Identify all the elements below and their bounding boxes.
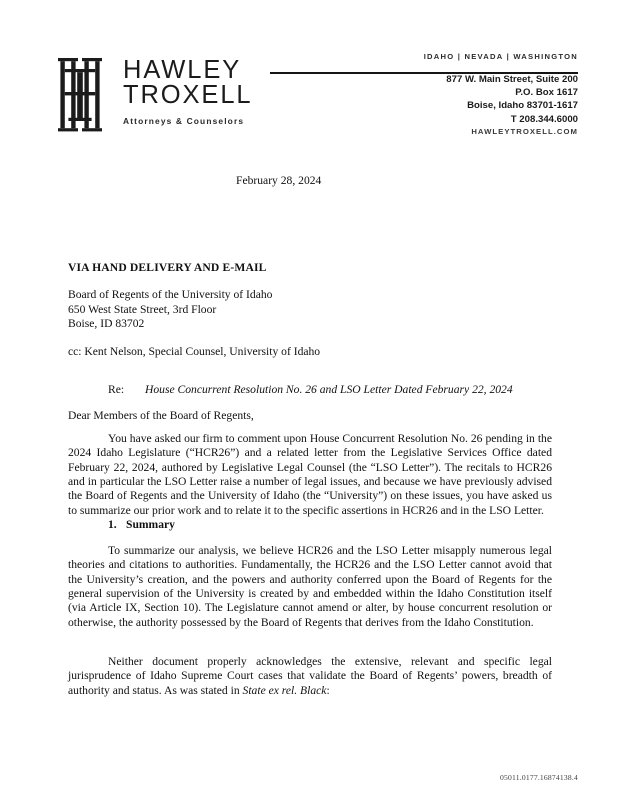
body-paragraph-2: To summarize our analysis, we believe HCR26 and the LSO Letter misapply numerous legal theories and citations to authorities. Fundamentally, the HCR26 and the LSO Letter cannot avoid that the University’s creation, and the powers and authority conferred upon the Board of Regents for the general supervision of the University is created by and embedded within the Idaho Constitution itself (via Article IX, Section 10). The Legislature cannot amend or alter, by house concurrent resolution or otherwise, the authority possessed by the Board of Regents that derives from the Idaho Constitution. xyxy=(68,544,552,629)
firm-website: HAWLEYTROXELL.COM xyxy=(471,126,578,136)
hawley-troxell-monogram-icon xyxy=(58,56,110,134)
firm-phone: T 208.344.6000 xyxy=(510,113,578,125)
paragraph-3-text-before: Neither document properly acknowledges the extensive, relevant and specific legal jurisprudence of Idaho Supreme Court cases that validate the Board of Regents’ powers, breadth of authority and status. As was stated in xyxy=(68,655,552,697)
cc-line: cc: Kent Nelson, Special Counsel, University of Idaho xyxy=(68,345,321,358)
section-number: 1. xyxy=(108,518,117,531)
subject-label: Re: xyxy=(108,383,125,396)
document-reference-footer: 05011.0177.16874138.4 xyxy=(500,773,578,782)
recipient-address xyxy=(68,288,272,332)
delivery-notice: VIA HAND DELIVERY AND E-MAIL xyxy=(68,261,267,274)
paragraph-3-text-after: : xyxy=(326,683,330,697)
firm-contact-block xyxy=(424,52,578,136)
jurisdictions-line: IDAHO | NEVADA | WASHINGTON xyxy=(423,52,578,61)
firm-name-line-1: HAWLEY xyxy=(123,56,242,84)
recipient-line: Boise, ID 83702 xyxy=(68,317,145,331)
letterhead-divider xyxy=(270,72,578,74)
section-heading-summary xyxy=(108,518,175,532)
section-title: Summary xyxy=(126,518,175,531)
letter-date: February 28, 2024 xyxy=(236,174,322,187)
subject-text: House Concurrent Resolution No. 26 and LSO Letter Dated February 22, 2024 xyxy=(145,383,513,396)
firm-address-line-2: P.O. Box 1617 xyxy=(515,87,578,99)
firm-name-line-2: TROXELL xyxy=(123,81,253,109)
firm-address xyxy=(424,73,578,126)
subject-line xyxy=(108,383,513,397)
body-paragraph-1: You have asked our firm to comment upon House Concurrent Resolution No. 26 pending in the 2024 Idaho Legislature (“HCR26”) and a related letter from the Legislative Services Office dated February 22, 2024, authored by Legislative Legal Counsel (the “LSO Letter”). The recitals to HCR26 and in particular the LSO Letter raise a number of legal issues, and because we have previously advised the Board of Regents and the University of Idaho (the “University”) on these issues, you have asked us to summarize our prior work and to relate it to the specific assertions in HCR26 and in the LSO Letter. xyxy=(68,432,552,517)
firm-logo xyxy=(58,56,253,134)
recipient-line: 650 West State Street, 3rd Floor xyxy=(68,302,217,316)
firm-tagline: Attorneys & Counselors xyxy=(123,116,245,126)
body-paragraph-3 xyxy=(68,655,552,698)
case-citation: State ex rel. Black xyxy=(242,683,327,697)
firm-address-line-1: 877 W. Main Street, Suite 200 xyxy=(446,74,578,85)
letterhead xyxy=(0,0,618,150)
recipient-line: Board of Regents of the University of Idaho xyxy=(68,288,273,301)
salutation: Dear Members of the Board of Regents, xyxy=(68,409,254,422)
firm-logo-wordmark xyxy=(123,56,253,126)
firm-address-line-3: Boise, Idaho 83701-1617 xyxy=(467,100,578,112)
